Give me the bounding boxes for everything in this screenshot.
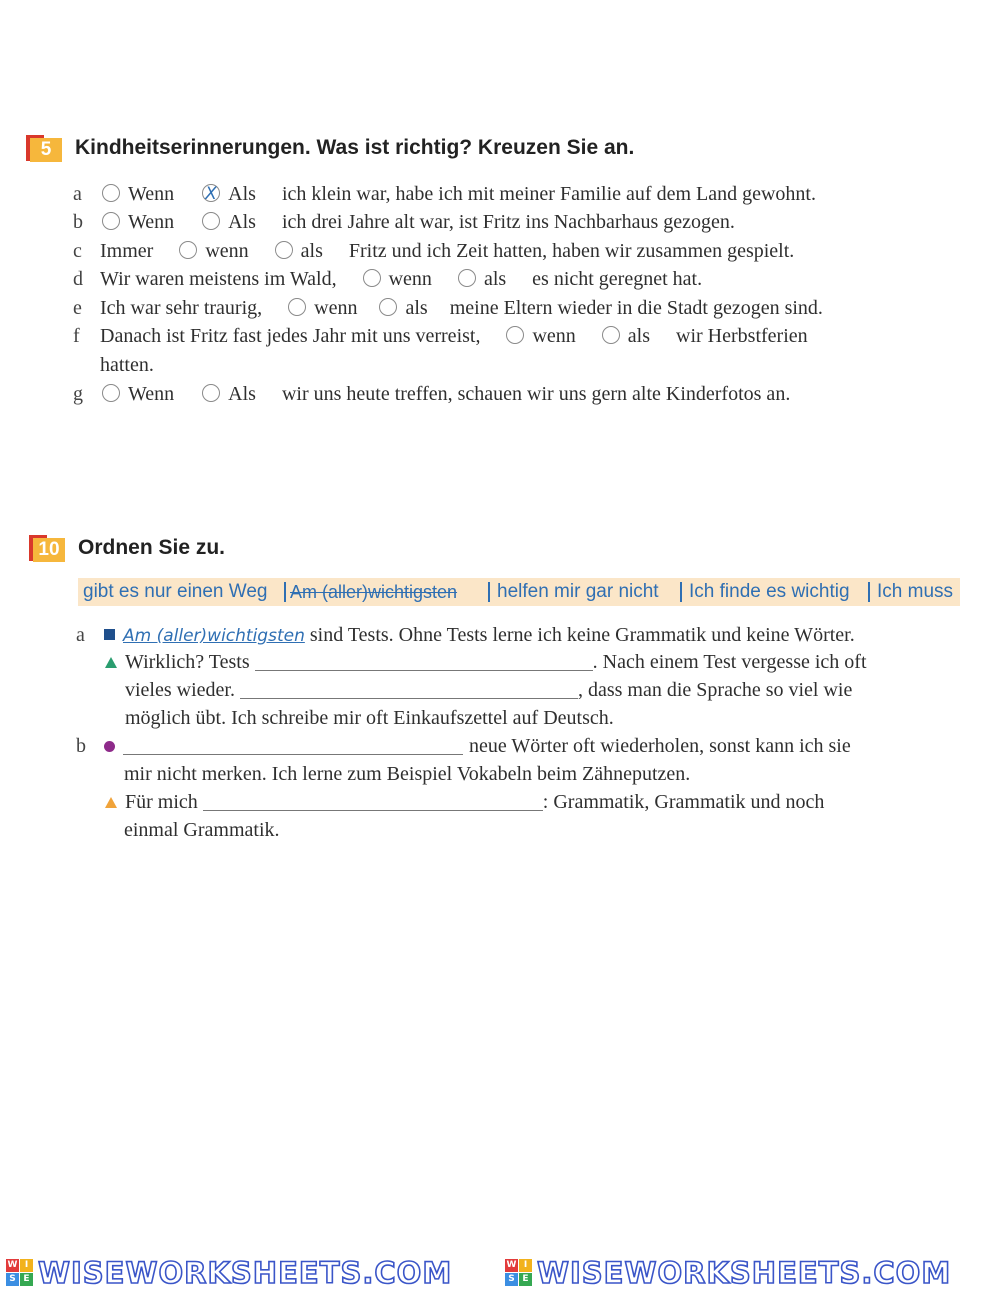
answer-blank[interactable] bbox=[123, 734, 463, 755]
sentence-text: . Nach einem Test vergesse ich oft bbox=[592, 651, 867, 673]
sentence-text: neue Wörter oft wiederholen, sonst kann ich sie bbox=[469, 735, 851, 757]
word-bank-item[interactable]: Ich finde es wichtig bbox=[689, 581, 850, 602]
option-label: Als bbox=[228, 383, 256, 405]
sentence-rest: es nicht geregnet hat. bbox=[532, 268, 703, 290]
item-b bbox=[102, 208, 735, 236]
radio-als-checked[interactable] bbox=[202, 184, 220, 202]
answer-blank[interactable] bbox=[240, 678, 578, 699]
answer-blank[interactable] bbox=[203, 790, 543, 811]
item-f-continuation: hatten. bbox=[100, 354, 154, 376]
square-marker-icon bbox=[104, 629, 115, 640]
brand-text: WISEWORKSHEETS.COM bbox=[38, 1256, 453, 1290]
sentence-rest: meine Eltern wieder in die Stadt gezogen sind. bbox=[449, 297, 823, 319]
option-label: als bbox=[300, 240, 323, 262]
separator bbox=[868, 582, 870, 602]
option-label: Wenn bbox=[128, 211, 175, 233]
radio-wenn[interactable] bbox=[506, 326, 524, 344]
option-label: wenn bbox=[205, 240, 249, 262]
radio-als[interactable] bbox=[202, 212, 220, 230]
option-label: Wenn bbox=[128, 383, 175, 405]
item-letter: e bbox=[73, 297, 82, 319]
item-letter: d bbox=[73, 268, 83, 290]
sentence-rest: wir Herbstferien bbox=[676, 325, 808, 347]
item-letter: b bbox=[73, 211, 83, 233]
item-letter: f bbox=[73, 325, 80, 347]
sentence-start: Immer bbox=[100, 240, 154, 262]
dialog-line: einmal Grammatik. bbox=[124, 819, 280, 841]
radio-als[interactable] bbox=[379, 298, 397, 316]
footer-watermark bbox=[0, 1255, 1000, 1291]
exercise-number-badge: 5 bbox=[30, 138, 62, 162]
sentence-text: Für mich bbox=[125, 791, 198, 813]
sentence-rest: wir uns heute treffen, schauen wir uns gern alte Kinderfotos an. bbox=[281, 383, 791, 405]
brand-text: WISEWORKSHEETS.COM bbox=[537, 1256, 952, 1290]
option-label: Als bbox=[228, 211, 256, 233]
radio-als[interactable] bbox=[602, 326, 620, 344]
sentence-start: Wir waren meistens im Wald, bbox=[100, 268, 337, 290]
item-letter: b bbox=[76, 735, 86, 757]
sentence-text: sind Tests. Ohne Tests lerne ich keine Grammatik und keine Wörter. bbox=[309, 624, 855, 646]
dialog-line bbox=[125, 788, 824, 816]
sentence-rest: Fritz und ich Zeit hatten, haben wir zusammen gespielt. bbox=[348, 240, 795, 262]
circle-marker-icon bbox=[104, 741, 115, 752]
sentence-text: , dass man die Sprache so viel wie bbox=[577, 679, 853, 701]
sentence-text: : Grammatik, Grammatik und noch bbox=[542, 791, 825, 813]
sentence-rest: ich klein war, habe ich mit meiner Familie auf dem Land gewohnt. bbox=[281, 183, 816, 205]
answer-blank[interactable] bbox=[255, 650, 593, 671]
sentence-rest: ich drei Jahre alt war, ist Fritz ins Nachbarhaus gezogen. bbox=[281, 211, 735, 233]
option-label: Wenn bbox=[128, 183, 175, 205]
word-bank bbox=[78, 578, 960, 606]
item-letter: c bbox=[73, 240, 82, 262]
exercise-title: Kindheitserinnerungen. Was ist richtig? Kreuzen Sie an. bbox=[75, 136, 635, 159]
triangle-marker-icon bbox=[105, 657, 117, 668]
option-label: wenn bbox=[388, 268, 432, 290]
radio-wenn[interactable] bbox=[102, 184, 120, 202]
radio-wenn[interactable] bbox=[102, 384, 120, 402]
dialog-line: möglich übt. Ich schreibe mir oft Einkaufszettel auf Deutsch. bbox=[125, 707, 614, 729]
dialog-line: mir nicht merken. Ich lerne zum Beispiel Vokabeln beim Zähneputzen. bbox=[124, 763, 691, 785]
radio-wenn[interactable] bbox=[288, 298, 306, 316]
option-label: als bbox=[483, 268, 507, 290]
word-bank-item[interactable]: Ich muss bbox=[877, 581, 954, 602]
separator bbox=[284, 582, 286, 602]
dialog-line bbox=[123, 621, 855, 650]
radio-wenn[interactable] bbox=[363, 269, 381, 287]
item-letter: a bbox=[73, 183, 82, 205]
item-g bbox=[102, 380, 790, 408]
radio-wenn[interactable] bbox=[179, 241, 197, 259]
option-label: als bbox=[627, 325, 651, 347]
item-e bbox=[100, 294, 823, 322]
separator bbox=[488, 582, 490, 602]
sentence-start: Danach ist Fritz fast jedes Jahr mit uns verreist, bbox=[100, 325, 481, 347]
radio-wenn[interactable] bbox=[102, 212, 120, 230]
item-f bbox=[100, 322, 808, 350]
triangle-marker-icon bbox=[105, 797, 117, 808]
radio-als[interactable] bbox=[275, 241, 293, 259]
item-letter: a bbox=[76, 624, 85, 646]
separator bbox=[680, 582, 682, 602]
word-bank-item[interactable]: gibt es nur einen Weg bbox=[83, 581, 268, 602]
dialog-line bbox=[125, 676, 852, 704]
word-bank-item[interactable]: helfen mir gar nicht bbox=[497, 581, 659, 602]
handwritten-answer: Am (aller)wichtigsten bbox=[123, 626, 305, 646]
exercise-number-badge: 10 bbox=[33, 538, 65, 562]
option-label: Als bbox=[228, 183, 256, 205]
item-c bbox=[100, 237, 794, 265]
item-letter: g bbox=[73, 383, 83, 405]
option-label: als bbox=[405, 297, 428, 319]
radio-als[interactable] bbox=[202, 384, 220, 402]
sentence-text: Wirklich? Tests bbox=[125, 651, 250, 673]
sentence-text: vieles wieder. bbox=[125, 679, 235, 701]
dialog-line bbox=[125, 648, 867, 676]
logo-icon: W I S E bbox=[6, 1259, 34, 1287]
dialog-line bbox=[123, 732, 851, 760]
logo-icon: W I S E bbox=[505, 1259, 533, 1287]
sentence-start: Ich war sehr traurig, bbox=[100, 297, 263, 319]
option-label: wenn bbox=[532, 325, 576, 347]
exercise-title: Ordnen Sie zu. bbox=[78, 536, 226, 559]
option-label: wenn bbox=[314, 297, 358, 319]
radio-als[interactable] bbox=[458, 269, 476, 287]
word-bank-item-used[interactable]: Am (aller)wichtigsten bbox=[290, 582, 458, 602]
item-d bbox=[100, 265, 702, 293]
item-a bbox=[102, 180, 816, 208]
